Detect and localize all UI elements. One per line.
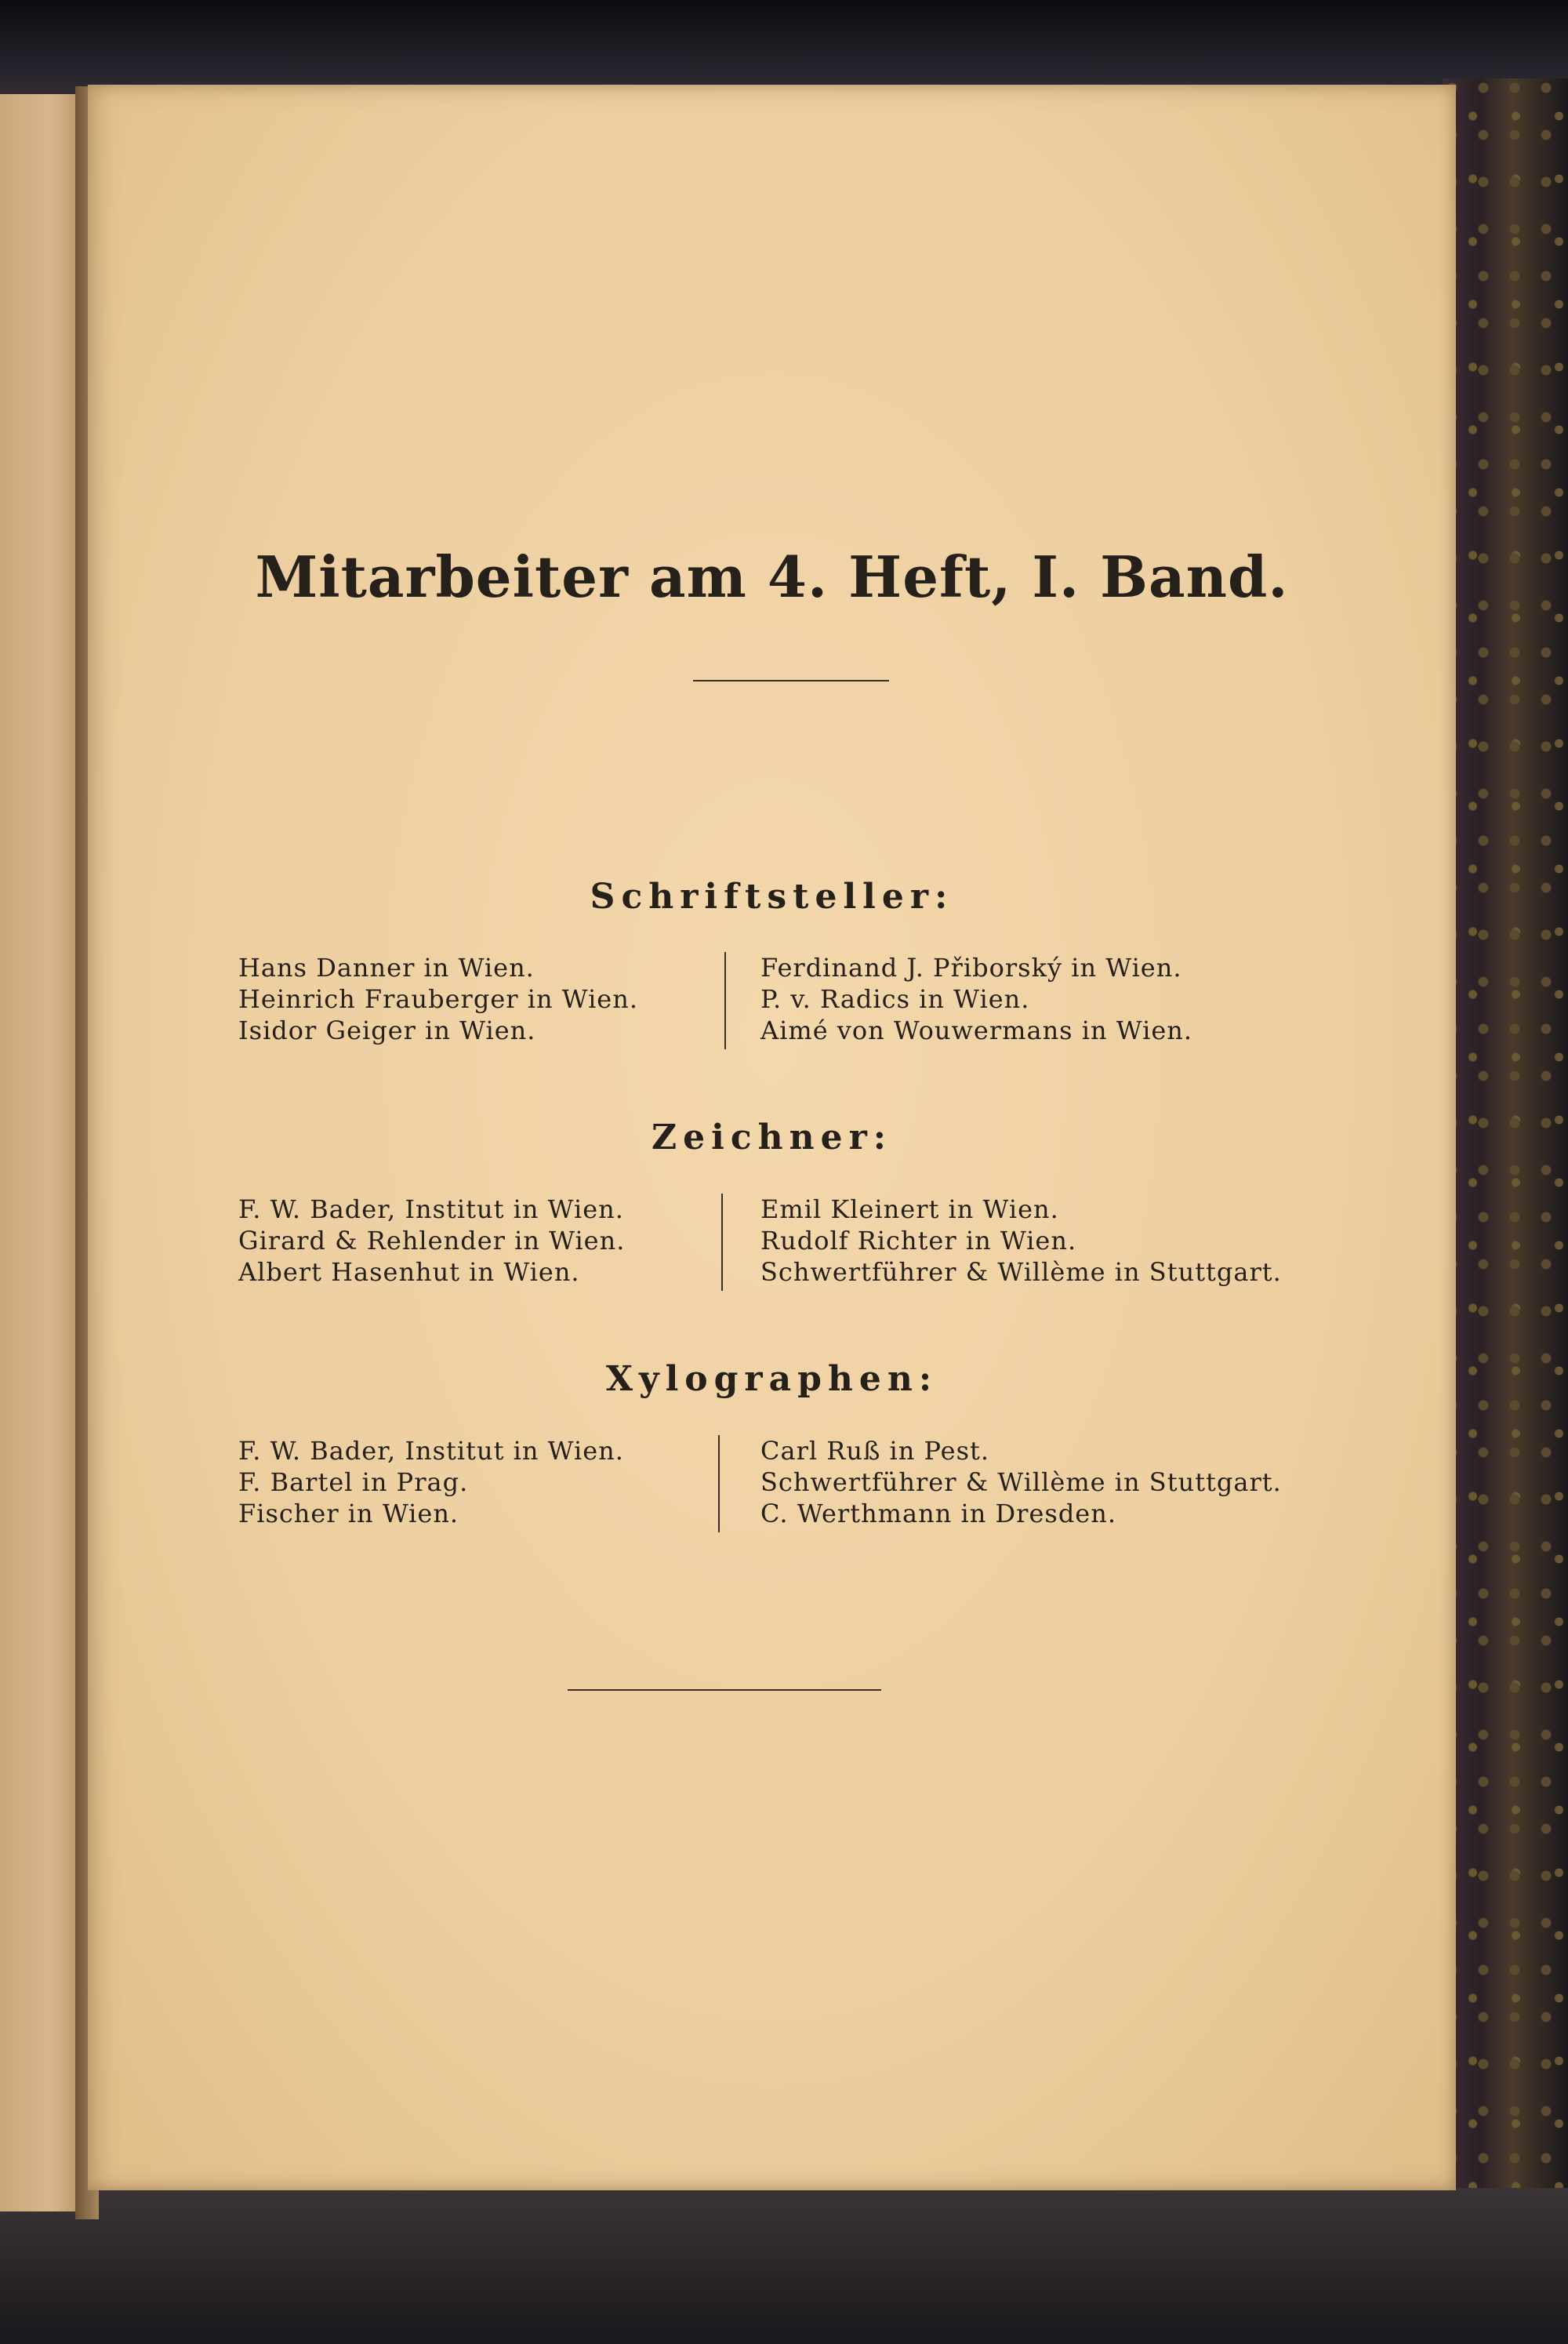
list-item: Schwertführer & Willème in Stuttgart. [760, 1467, 1282, 1497]
section-heading-schriftsteller: Schriftsteller: [590, 877, 954, 917]
list-item: F. W. Bader, Institut in Wien. [238, 1194, 624, 1224]
list-item: Carl Ruß in Pest. [760, 1436, 990, 1466]
left-page-edge [0, 94, 86, 2211]
list-item: Fischer in Wien. [238, 1499, 459, 1528]
list-item: Aimé von Wouwermans in Wien. [760, 1016, 1193, 1045]
list-item: Girard & Rehlender in Wien. [238, 1226, 626, 1256]
column-divider [721, 1194, 723, 1291]
column-divider [724, 952, 726, 1049]
list-item: Hans Danner in Wien. [238, 953, 535, 983]
section-schriftsteller-left-column [238, 952, 638, 1046]
section-heading-zeichner: Zeichner: [651, 1117, 893, 1157]
list-item: Rudolf Richter in Wien. [760, 1226, 1077, 1256]
section-zeichner-left-column [238, 1194, 625, 1288]
section-schriftsteller-right-column [760, 952, 1192, 1046]
list-item: Albert Hasenhut in Wien. [238, 1257, 580, 1287]
list-item: P. v. Radics in Wien. [760, 984, 1030, 1014]
list-item: F. Bartel in Prag. [238, 1467, 469, 1497]
section-xylographen-right-column [760, 1435, 1282, 1529]
page-title: Mitarbeiter am 4. Heft, I. Band. [255, 543, 1289, 610]
list-item: Ferdinand J. Přiborský in Wien. [760, 953, 1182, 983]
list-item: C. Werthmann in Dresden. [760, 1499, 1117, 1528]
list-item: Isidor Geiger in Wien. [238, 1016, 536, 1045]
list-item: Heinrich Frauberger in Wien. [238, 984, 639, 1014]
list-item: Emil Kleinert in Wien. [760, 1194, 1059, 1224]
book-cover-bottom [0, 2188, 1568, 2344]
book-page [88, 85, 1456, 2190]
section-xylographen-left-column [238, 1435, 624, 1529]
section-heading-xylographen: Xylographen: [605, 1359, 938, 1399]
list-item: F. W. Bader, Institut in Wien. [238, 1436, 624, 1466]
column-divider [718, 1435, 720, 1532]
closing-divider [568, 1689, 881, 1691]
list-item: Schwertführer & Willème in Stuttgart. [760, 1257, 1282, 1287]
title-divider [693, 680, 889, 681]
book-cover-edge [1443, 78, 1568, 2344]
section-zeichner-right-column [760, 1194, 1282, 1288]
